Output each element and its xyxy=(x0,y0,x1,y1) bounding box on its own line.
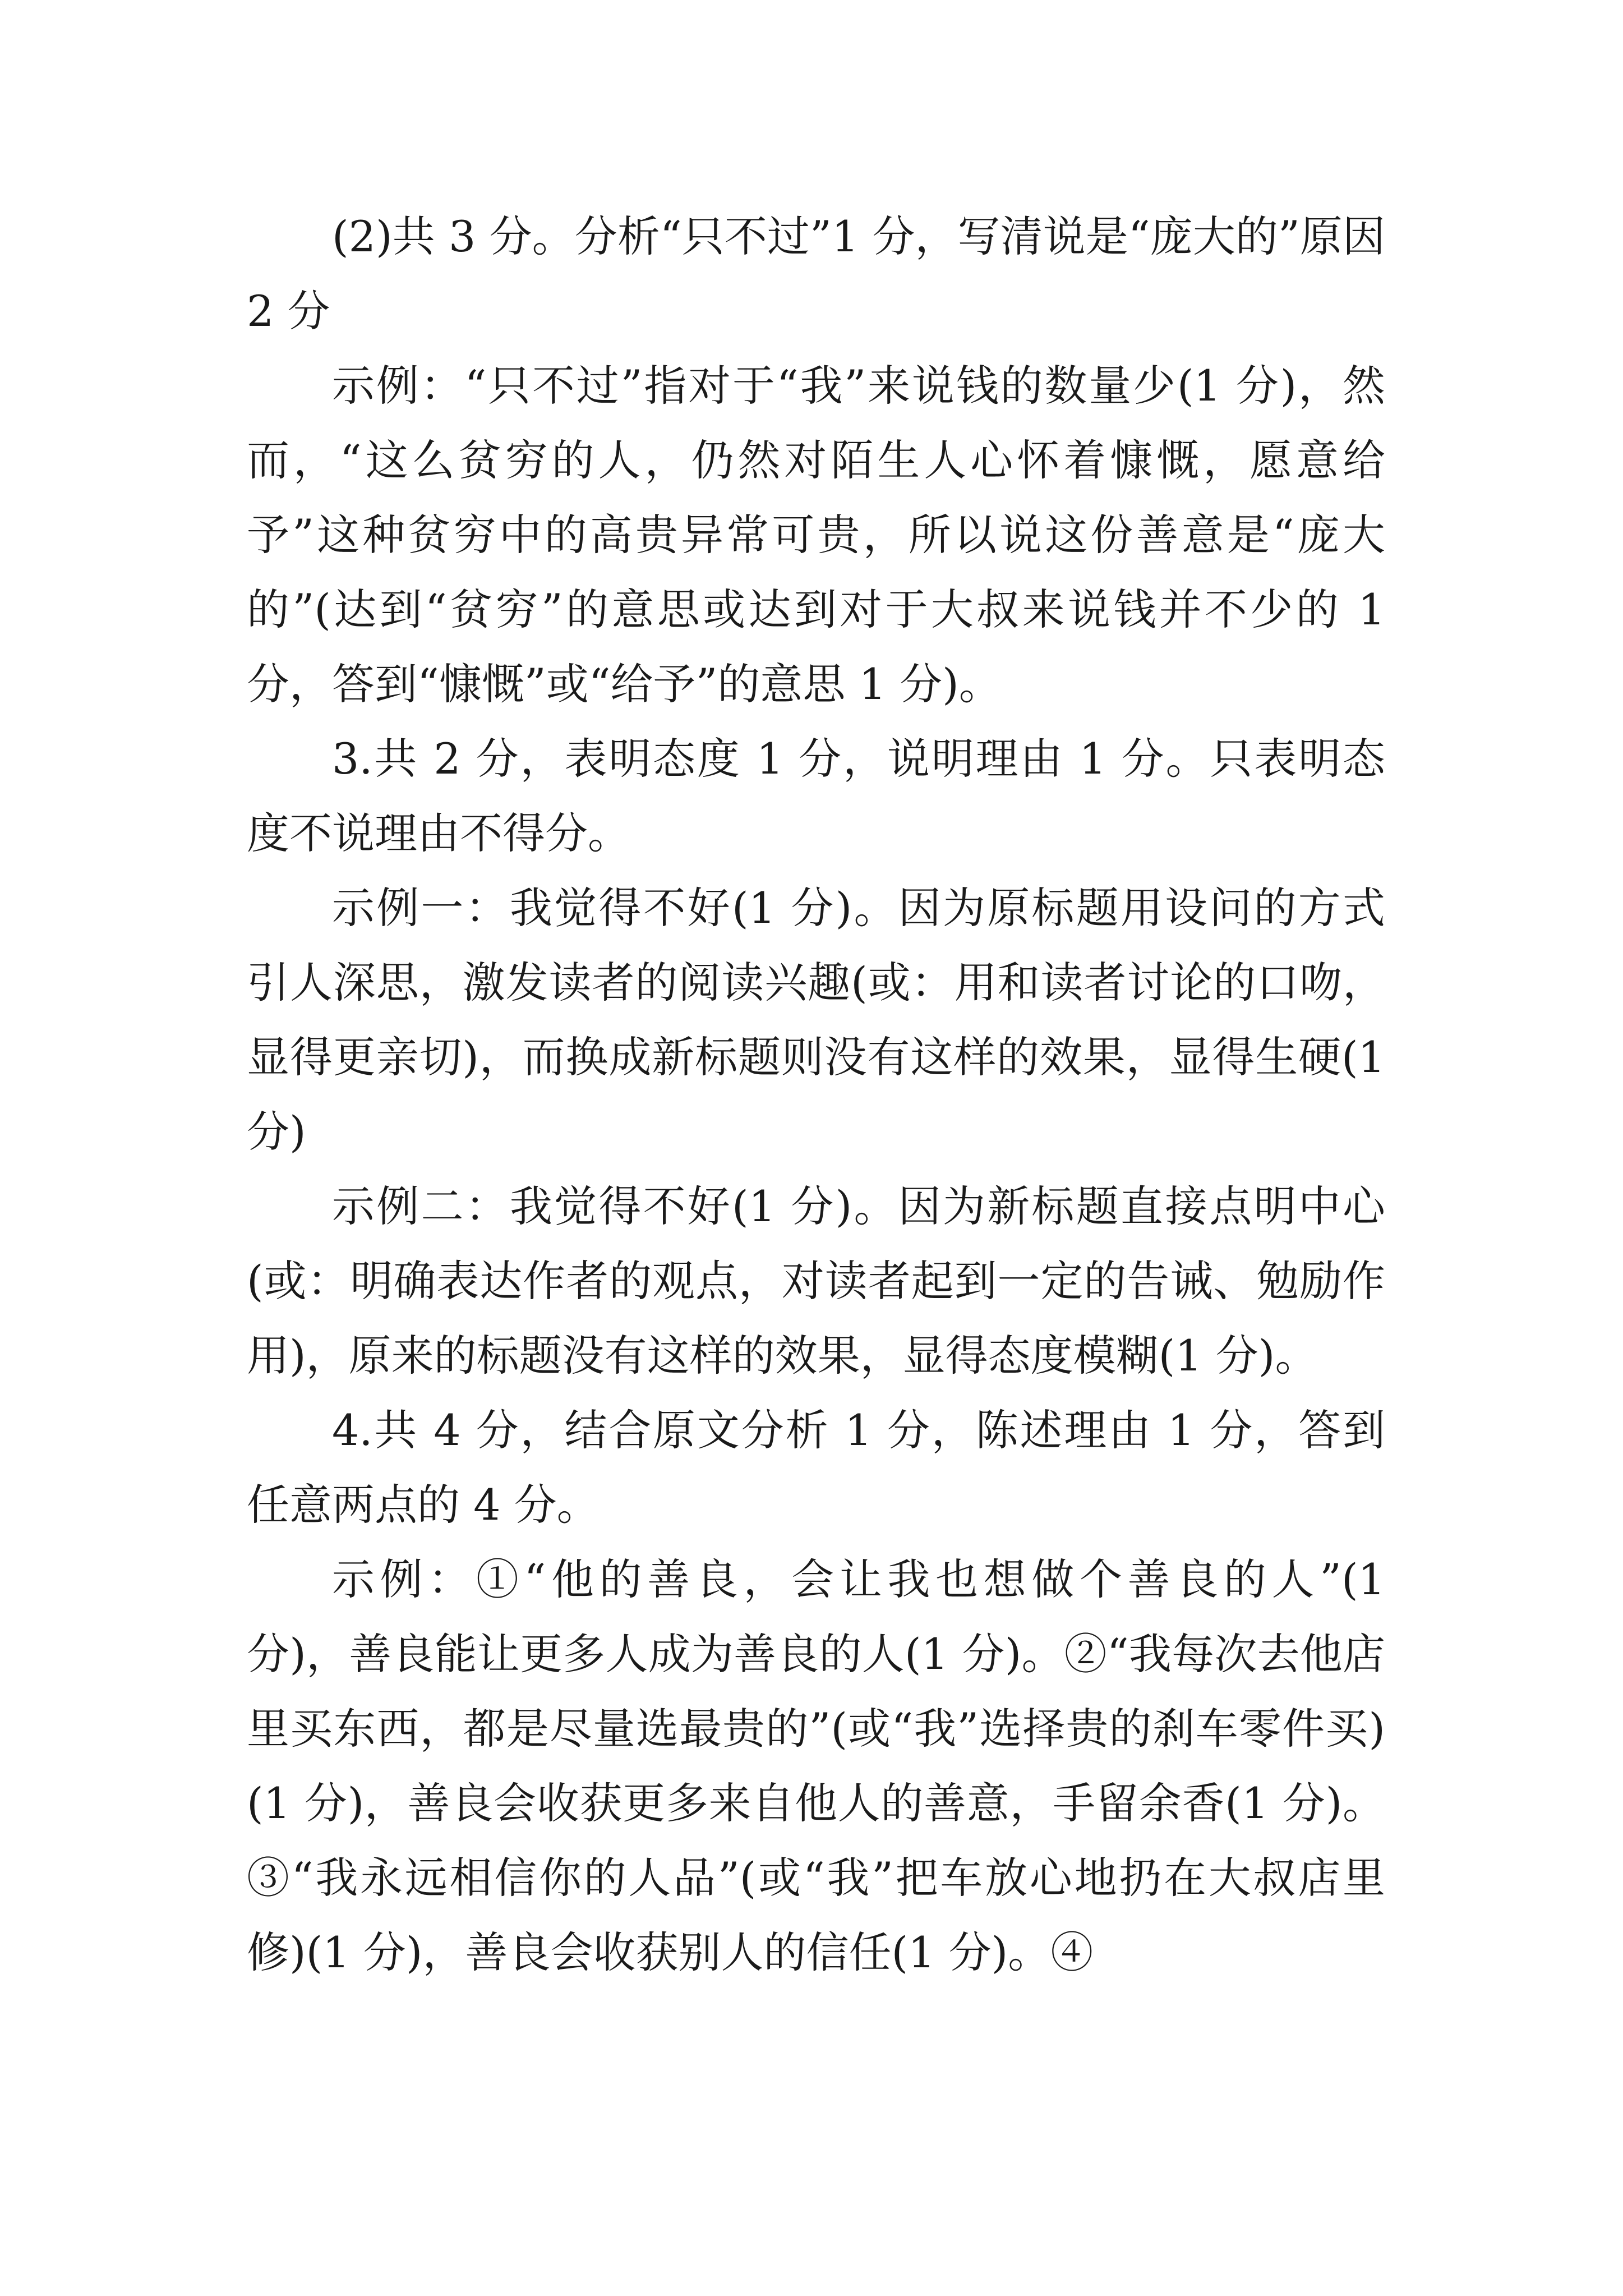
answer-paragraph-3-example-1: 示例一：我觉得不好(1 分)。因为原标题用设问的方式引人深思，激发读者的阅读兴趣(或：用和读者讨论的口吻，显得更亲切)，而换成新标题则没有这样的效果，显得生硬(1 分) xyxy=(247,883,1385,1157)
answer-paragraph-2-example: 示例：“只不过”指对于“我”来说钱的数量少(1 分)，然而，“这么贫穷的人，仍然对陌生人心怀着慷慨，愿意给予”这种贫穷中的高贵异常可贵，所以说这份善意是“庞大的”(达到“贫穷”的意思或达到对于大叔来说钱并不少的 1 分，答到“慷慨”或“给予”的意思 1 分)。 xyxy=(247,361,1385,709)
answer-paragraph-2-scoring: (2)共 3 分。分析“只不过”1 分，写清说是“庞大的”原因 2 分 xyxy=(247,211,1385,336)
answer-paragraph-3-example-2: 示例二：我觉得不好(1 分)。因为新标题直接点明中心(或：明确表达作者的观点，对读者起到一定的告诫、勉励作用)，原来的标题没有这样的效果，显得态度模糊(1 分)。 xyxy=(247,1181,1385,1381)
document-page xyxy=(247,0,1385,1990)
answer-paragraph-4-example: 示例：①“他的善良，会让我也想做个善良的人”(1 分)，善良能让更多人成为善良的人(1 分)。②“我每次去他店里买东西，都是尽量选最贵的”(或“我”选择贵的刹车零件买)(1 分)，善良会收获更多来自他人的善意，手留余香(1 分)。③“我永远相信你的人品”(或“我”把车放心地扔在大叔店里修)(1 分)，善良会收获别人的信任(1 分)。④ xyxy=(247,1554,1385,1977)
answer-paragraph-3-scoring: 3.共 2 分，表明态度 1 分，说明理由 1 分。只表明态度不说理由不得分。 xyxy=(247,734,1385,858)
answer-paragraph-4-scoring: 4.共 4 分，结合原文分析 1 分，陈述理由 1 分，答到任意两点的 4 分。 xyxy=(247,1405,1385,1530)
top-margin xyxy=(247,0,1385,199)
